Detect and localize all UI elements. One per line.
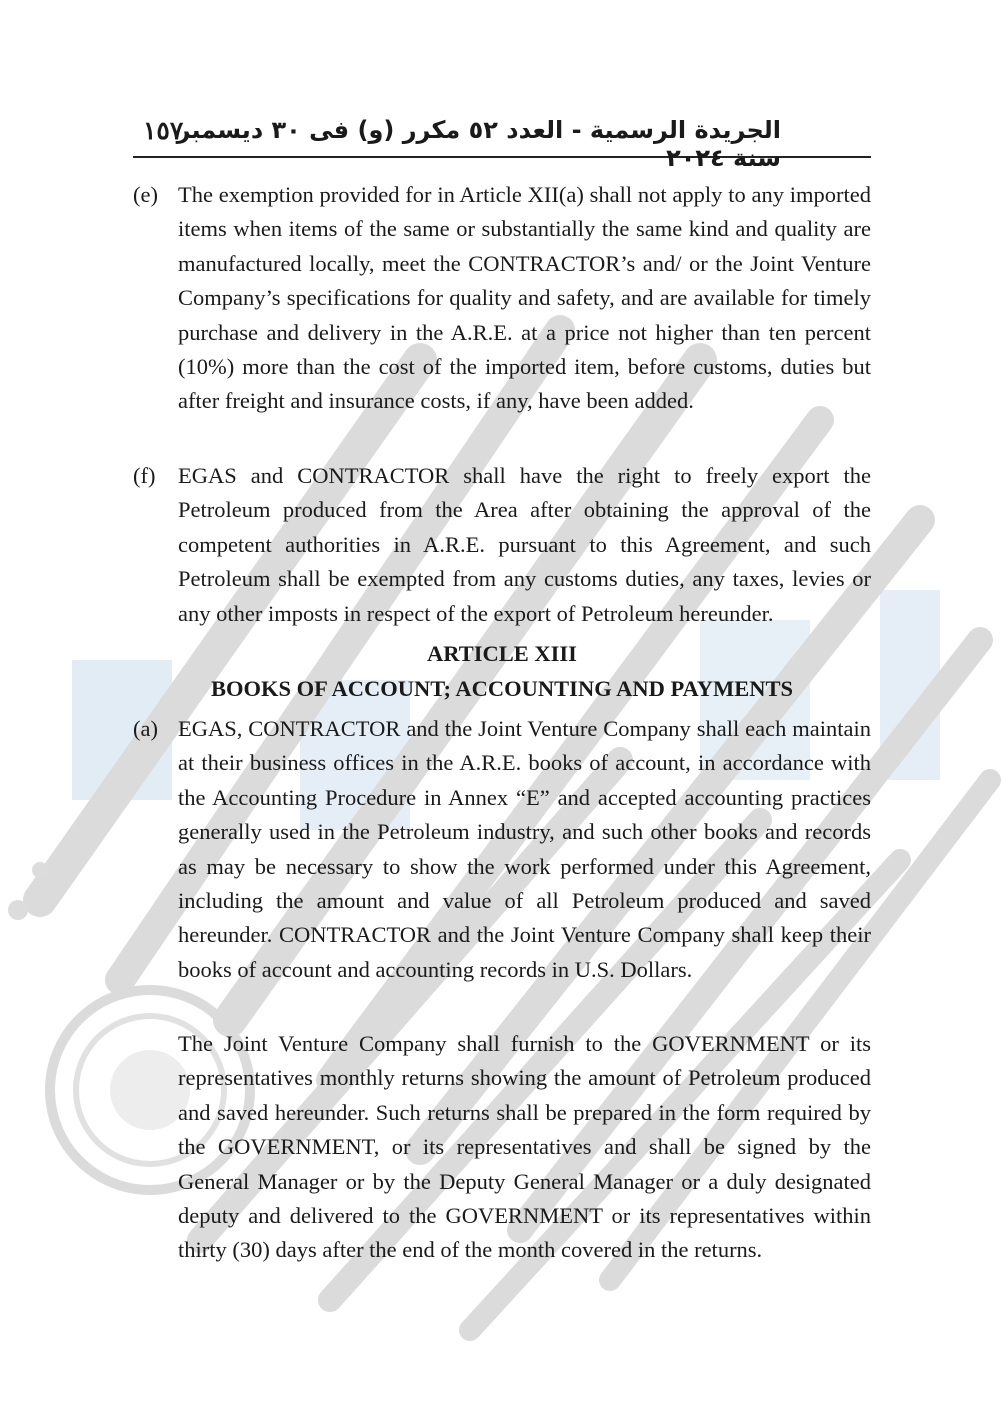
page-number: ١٥٧ — [143, 116, 184, 145]
paragraph-text: The exemption provided for in Article XII(a) shall not apply to any imported items when items of the same or substantially the same kind and quality are manufactured locally, meet the CONTRACTOR’s and/ or the Joint Venture Company’s specifications for quality and safety, and are available for timely purchase and delivery in the A.R.E. at a price not higher than ten percent (10%) more than the cost of the imported item, before customs, duties but after freight and insurance costs, if any, have been added. — [178, 182, 871, 414]
paragraph-text: EGAS and CONTRACTOR shall have the right to freely export the Petroleum produced from the Area after obtaining the approval of the competent authorities in A.R.E. pursuant to this Agreement, and such Petroleum shall be exempted from any customs duties, any taxes, levies or any other imposts in respect of the export of Petroleum hereunder. — [178, 463, 871, 626]
paragraph-continuation — [178, 1027, 871, 1268]
paragraph-text: The Joint Venture Company shall furnish to the GOVERNMENT or its representatives monthly returns showing the amount of Petroleum produced and saved hereunder. Such returns shall be prepared in the form required by the GOVERNMENT, or its representatives and shall be signed by the General Manager or by the Deputy General Manager or a duly designated deputy and delivered to the GOVERNMENT or its representatives within thirty (30) days after the end of the month covered in the returns. — [178, 1031, 871, 1263]
paragraph-text: EGAS, CONTRACTOR and the Joint Venture Company shall each maintain at their business offices in the A.R.E. books of account, in accordance with the Accounting Procedure in Annex “E” and accepted accounting practices generally used in the Petroleum industry, and such other books and records as may be necessary to show the work performed under this Agreement, including the amount and value of all Petroleum produced and saved hereunder. CONTRACTOR and the Joint Venture Company shall keep their books of account and accounting records in U.S. Dollars. — [178, 716, 871, 982]
gazette-title: الجريدة الرسمية - العدد ٥٢ مكرر (و) فى ٣٠ ديسمبر سنة ٢٠٢٤ — [176, 116, 781, 172]
paragraph-label: (e) — [133, 182, 158, 207]
paragraph-f — [133, 459, 871, 631]
article-title: BOOKS OF ACCOUNT; ACCOUNTING AND PAYMENTS — [211, 676, 793, 701]
paragraph-label: (f) — [133, 463, 156, 488]
paragraph-label: (a) — [133, 716, 158, 741]
page-header — [133, 112, 871, 172]
article-number: ARTICLE XIII — [427, 641, 577, 666]
paragraph-e — [133, 178, 871, 419]
paragraph-a — [133, 712, 871, 987]
